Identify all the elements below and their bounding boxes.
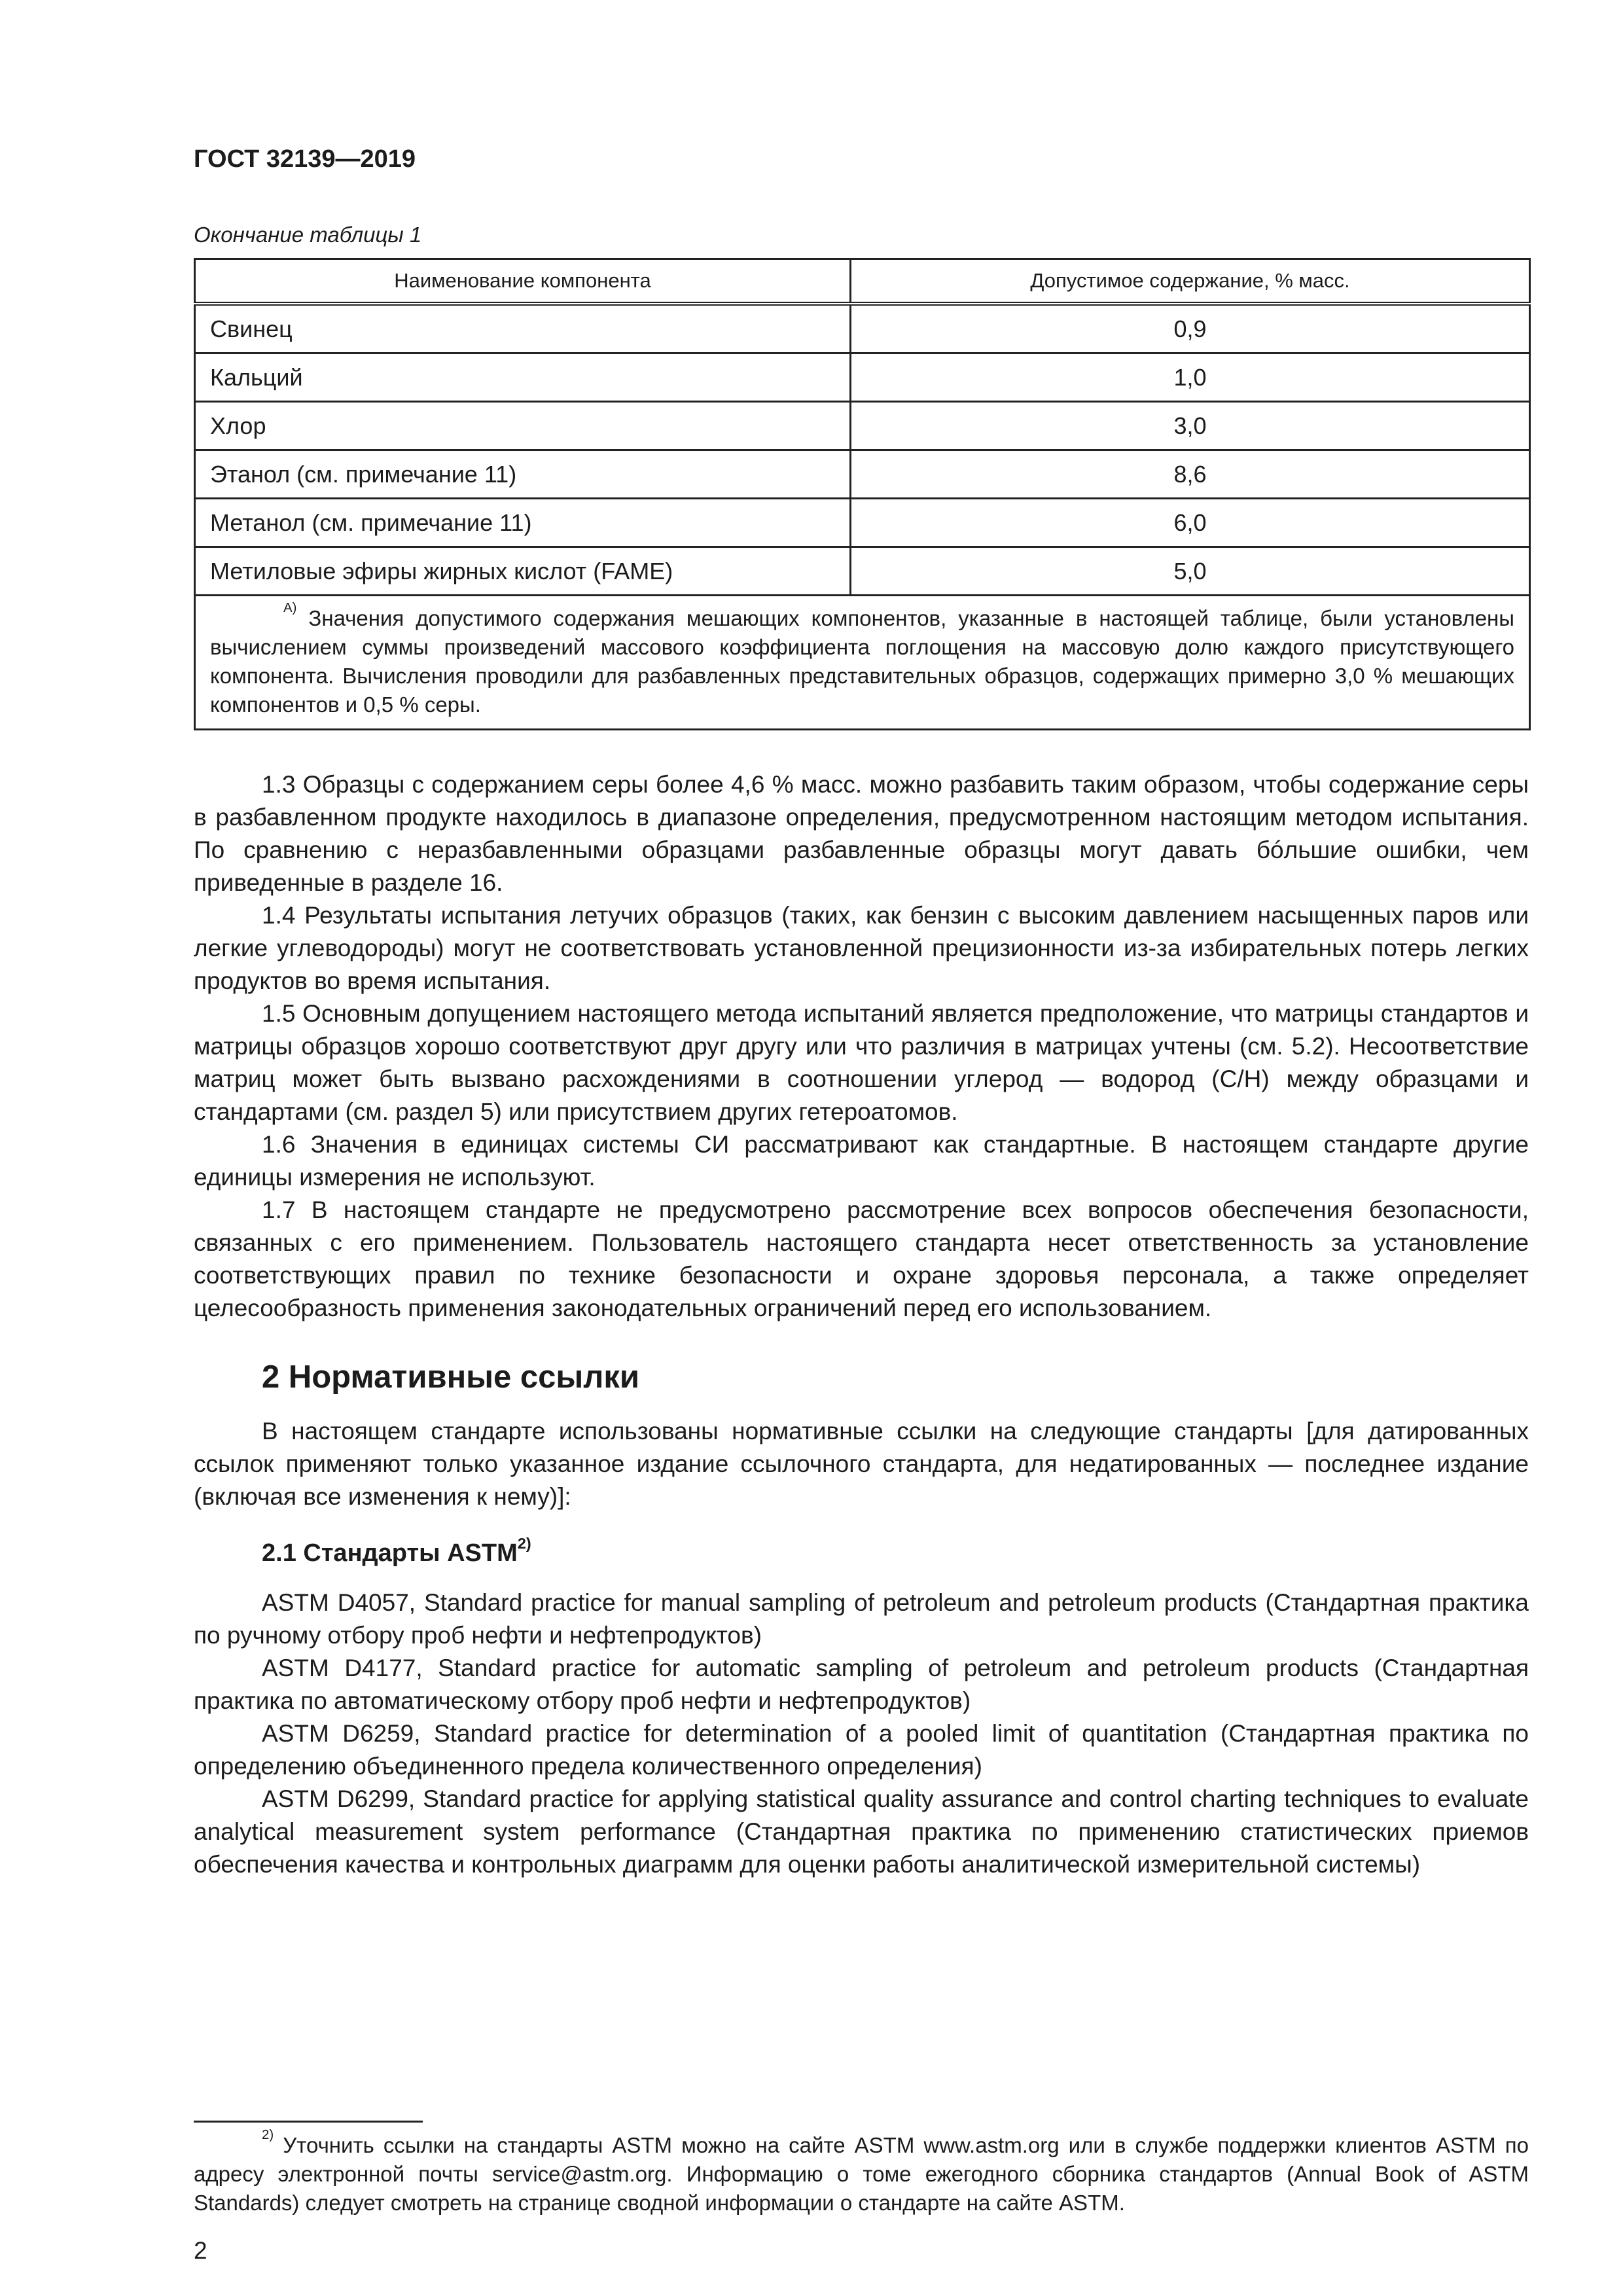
paragraph-1-3: 1.3 Образцы с содержанием серы более 4,6 % масс. можно разбавить таким образом, чтобы содержание серы в разбавленном продукте находилось в диапазоне определения, предусмотренном настоящим методом испытания. По сравнению с неразбавленными образцами разбавленные образцы могут давать бóльшие ошибки, чем приведенные в разделе 16. bbox=[194, 771, 1529, 896]
table-footnote bbox=[195, 596, 1530, 730]
subsection-2-1-title: 2.1 Стандарты ASTM bbox=[262, 1539, 518, 1567]
component-value: 0,9 bbox=[851, 304, 1530, 353]
table-row bbox=[195, 450, 1530, 499]
subsection-2-1-heading bbox=[262, 1535, 531, 1568]
table-row bbox=[195, 353, 1530, 402]
section-2-intro: В настоящем стандарте использованы нормативные ссылки на следующие стандарты [для датированных ссылок применяют только указанное издание ссылочного стандарта, для недатированных — последнее издание (включая все изменения к нему)]: bbox=[194, 1418, 1529, 1510]
astm-references bbox=[194, 1587, 1529, 1881]
component-value: 8,6 bbox=[851, 450, 1530, 499]
table-row bbox=[195, 402, 1530, 450]
table-footnote-row bbox=[195, 596, 1530, 730]
reference-item: ASTM D6259, Standard practice for determination of a pooled limit of quantitation (Стандартная практика по определению объединенного предела количественного определения) bbox=[194, 1720, 1529, 1780]
paragraph-1-4: 1.4 Результаты испытания летучих образцов (таких, как бензин с высоким давлением насыщенных паров или легкие углеводороды) могут не соответствовать установленной прецизионности из-за избирательных потерь легких продуктов во время испытания. bbox=[194, 902, 1529, 994]
component-value: 6,0 bbox=[851, 499, 1530, 547]
reference-item: ASTM D6299, Standard practice for applying statistical quality assurance and control charting techniques to evaluate analytical measurement system performance (Стандартная практика по применению статистических приемов обеспечения качества и контрольных диаграмм для оценки работы аналитической измерительной системы) bbox=[194, 1785, 1529, 1878]
component-name: Кальций bbox=[195, 353, 851, 402]
table-footnote-mark: А) bbox=[283, 600, 297, 615]
column-header-component: Наименование компонента bbox=[195, 259, 851, 304]
page-number: 2 bbox=[194, 2237, 207, 2264]
footnote-divider bbox=[194, 2121, 423, 2123]
section-1-body bbox=[194, 768, 1529, 1325]
components-table bbox=[194, 258, 1531, 730]
component-value: 5,0 bbox=[851, 547, 1530, 596]
column-header-content: Допустимое содержание, % масс. bbox=[851, 259, 1530, 304]
reference-item: ASTM D4177, Standard practice for automatic sampling of petroleum and petroleum products (Стандартная практика по автоматическому отбору проб нефти и нефтепродуктов) bbox=[194, 1655, 1529, 1714]
table-footnote-text: Значения допустимого содержания мешающих компонентов, указанные в настоящей таблице, были установлены вычислением суммы произведений массового коэффициента поглощения на массовую долю каждого присутствующего компонента. Вычисления проводили для разбавленных представительных образцов, содержащих примерно 3,0 % мешающих компонентов и 0,5 % серы. bbox=[210, 606, 1515, 717]
table-row bbox=[195, 304, 1530, 353]
section-2-intro-block bbox=[194, 1415, 1529, 1513]
table-caption: Окончание таблицы 1 bbox=[194, 223, 422, 247]
paragraph-1-7: 1.7 В настоящем стандарте не предусмотрено рассмотрение всех вопросов обеспечения безопасности, связанных с его применением. Пользователь настоящего стандарта несет ответственность за установление соответствующих правил по технике безопасности и охране здоровья персонала, а также определяет целесообразность применения законодательных ограничений перед его использованием. bbox=[194, 1196, 1529, 1321]
table-header-row bbox=[195, 259, 1530, 304]
component-name: Метанол (см. примечание 11) bbox=[195, 499, 851, 547]
table-row bbox=[195, 547, 1530, 596]
component-name: Метиловые эфиры жирных кислот (FAME) bbox=[195, 547, 851, 596]
table-row bbox=[195, 499, 1530, 547]
paragraph-1-6: 1.6 Значения в единицах системы СИ рассматривают как стандартные. В настоящем стандарте другие единицы измерения не используют. bbox=[194, 1131, 1529, 1191]
paragraph-1-5: 1.5 Основным допущением настоящего метода испытаний является предположение, что матрицы стандартов и матрицы образцов хорошо соответствуют друг другу или что различия в матрицах учтены (см. 5.2). Несоответствие матриц может быть вызвано расхождениями в соотношении углерод — водород (С/Н) между образцами и стандартами (см. раздел 5) или присутствием других гетероатомов. bbox=[194, 1000, 1529, 1125]
page-footnote-mark: 2) bbox=[262, 2126, 274, 2142]
component-name: Свинец bbox=[195, 304, 851, 353]
document-id-header: ГОСТ 32139—2019 bbox=[194, 145, 416, 173]
component-value: 1,0 bbox=[851, 353, 1530, 402]
section-2-heading: 2 Нормативные ссылки bbox=[262, 1359, 639, 1395]
footnote-ref-mark: 2) bbox=[517, 1535, 531, 1552]
page-footnote-text: Уточнить ссылки на стандарты ASTM можно на сайте ASTM www.astm.org или в службе поддержки клиентов ASTM по адресу электронной почты service@astm.org. Информацию о томе ежегодного сборника стандартов (Annual Book of ASTM Standards) следует смотреть на странице сводной информации о стандарте на сайте ASTM. bbox=[194, 2133, 1529, 2215]
component-name: Хлор bbox=[195, 402, 851, 450]
component-value: 3,0 bbox=[851, 402, 1530, 450]
reference-item: ASTM D4057, Standard practice for manual sampling of petroleum and petroleum products (Стандартная практика по ручному отбору проб нефти и нефтепродуктов) bbox=[194, 1589, 1529, 1649]
page-footnote bbox=[194, 2126, 1529, 2217]
component-name: Этанол (см. примечание 11) bbox=[195, 450, 851, 499]
